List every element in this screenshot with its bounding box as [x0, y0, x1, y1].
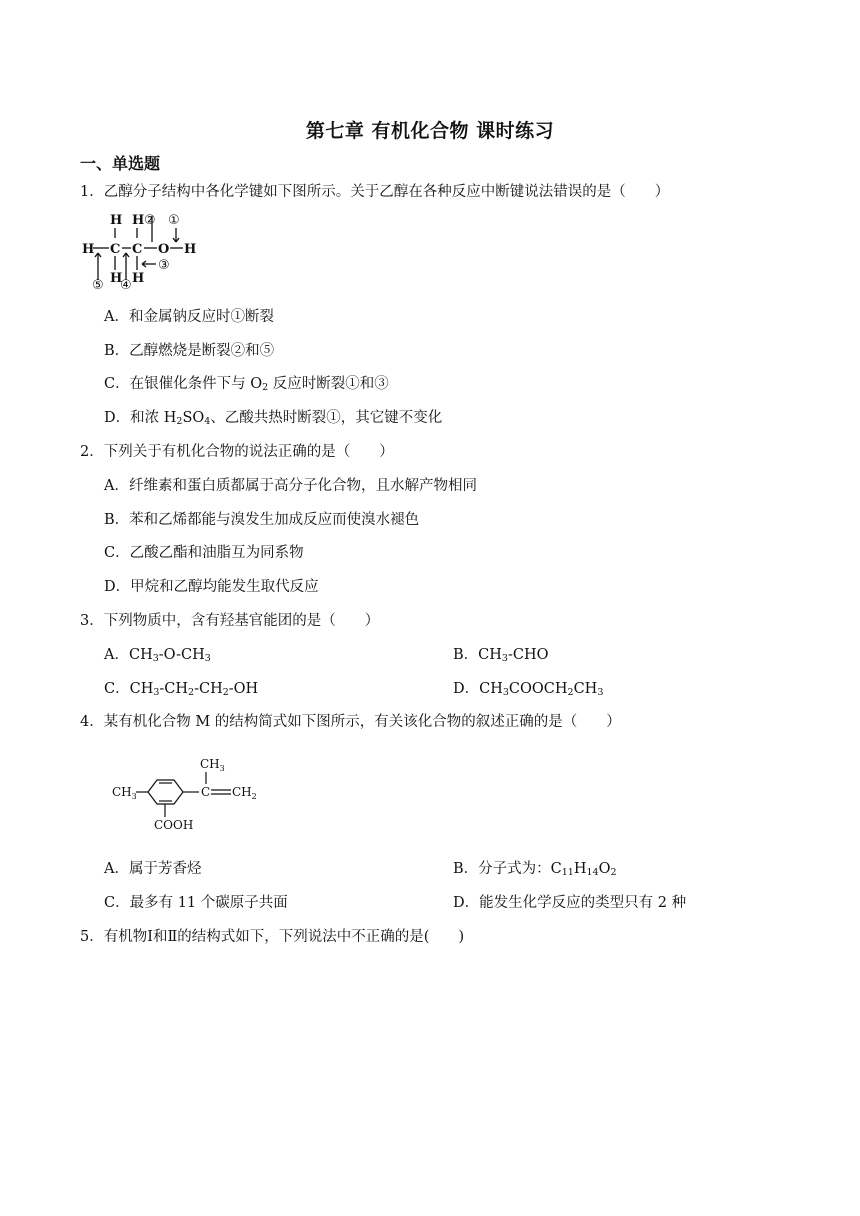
figure-o: O: [158, 242, 170, 257]
figure-h-top1: H: [110, 213, 123, 228]
figure-ch2: $CH_2$: [232, 785, 257, 801]
figure-label-4: ④: [120, 278, 132, 292]
q1-option-c: C．在银催化条件下与 $O_2$ 反应时断裂①和③: [104, 376, 389, 393]
figure-cooh: COOH: [154, 818, 194, 832]
q4-option-c: C．最多有 11 个碳原子共面: [104, 895, 288, 911]
q4-option-d: D．能发生化学反应的类型只有 2 种: [453, 895, 687, 911]
q3-option-c: C．$CH_3-CH_2-CH_2-OH$: [104, 681, 259, 698]
q2-option-a: A．纤维素和蛋白质都属于高分子化合物，且水解产物相同: [104, 478, 477, 494]
q3-option-b: B．$CH_3$-CHO: [453, 647, 549, 664]
figure-label-3: ③: [158, 258, 170, 273]
question-2-stem: 2．下列关于有机化合物的说法正确的是（ ）: [80, 444, 394, 460]
figure-h-bottom2: H: [132, 271, 145, 286]
figure-ch3-top: $CH_3$: [200, 757, 225, 773]
q1-option-a: A．和金属钠反应时①断裂: [104, 309, 274, 325]
section-heading: 一、单选题: [80, 154, 161, 173]
figure-h-top2: H: [132, 213, 145, 228]
q3-option-a: A．$CH_3-O-CH_3$: [104, 647, 211, 664]
q1-option-b: B．乙醇燃烧是断裂②和⑤: [104, 343, 275, 359]
q2-option-d: D．甲烷和乙醇均能发生取代反应: [104, 579, 319, 595]
q4-option-b: B．分子式为：$C_{11}H_{14}O_2$: [453, 861, 617, 878]
figure-label-5: ⑤: [92, 278, 104, 292]
figure-label-1: ①: [168, 213, 180, 228]
q3-option-d: D．$CH_3COOCH_2CH_3$: [453, 681, 604, 698]
question-5-stem: 5．有机物Ⅰ和Ⅱ的结构式如下，下列说法中不正确的是( ): [80, 929, 465, 945]
question-3-stem: 3．下列物质中，含有羟基官能团的是（ ）: [80, 613, 380, 629]
figure-h-right: H: [184, 242, 197, 257]
q1-option-d: D．和浓 $H_2SO_4$、乙酸共热时断裂①，其它键不变化: [104, 410, 443, 427]
question-4-stem: 4．某有机化合物 M 的结构简式如下图所示，有关该化合物的叙述正确的是（ ）: [80, 714, 621, 730]
q4-option-a: A．属于芳香烃: [104, 861, 202, 877]
compound-m-structure-figure: [112, 752, 272, 834]
figure-c2: C: [132, 242, 143, 257]
figure-c1: C: [110, 242, 121, 257]
question-1-stem: 1．乙醇分子结构中各化学键如下图所示。关于乙醇在各种反应中断键说法错误的是（ ）: [80, 184, 670, 200]
figure-h-left: H: [82, 242, 95, 257]
q2-option-c: C．乙酸乙酯和油脂互为同系物: [104, 545, 304, 561]
q2-option-b: B．苯和乙烯都能与溴发生加成反应而使溴水褪色: [104, 512, 420, 528]
ethanol-structure-figure: [80, 208, 205, 292]
figure-ch3-left: $CH_3$: [112, 785, 137, 801]
figure-label-2: ②: [144, 213, 156, 228]
figure-h-bottom1: H: [110, 271, 123, 286]
figure-c-alkene: C: [201, 785, 211, 799]
page-title: 第七章 有机化合物 课时练习: [305, 120, 555, 142]
